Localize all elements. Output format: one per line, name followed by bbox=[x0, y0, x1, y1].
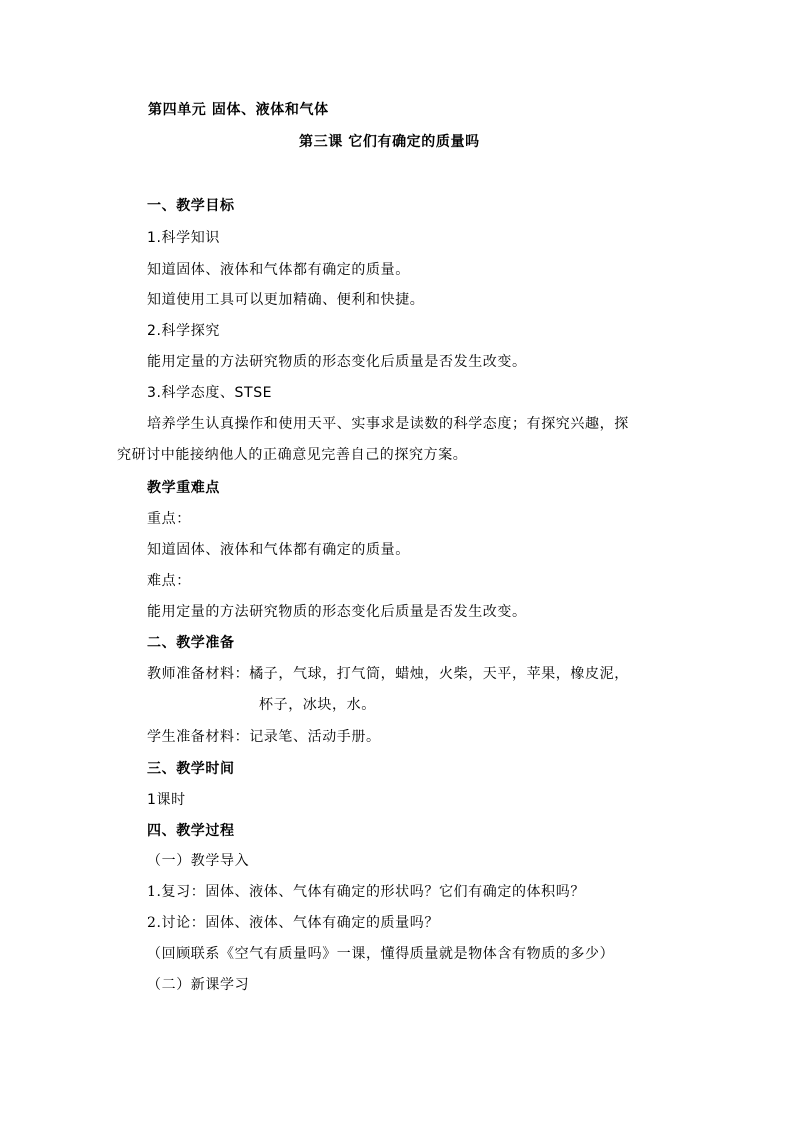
goal2-line1: 能用定量的方法研究物质的形态变化后质量是否发生改变。 bbox=[147, 354, 527, 370]
goal3-heading: 3.科学态度、STSE bbox=[147, 385, 273, 401]
teacher-prep-line1: 教师准备材料：橘子，气球，打气筒，蜡烛，火柴，天平，苹果，橡皮泥， bbox=[147, 666, 629, 682]
goal2-heading: 2.科学探究 bbox=[147, 323, 220, 339]
key-label: 重点： bbox=[147, 511, 191, 527]
goal1-heading: 1.科学知识 bbox=[147, 230, 220, 246]
goal1-line1: 知道固体、液体和气体都有确定的质量。 bbox=[147, 262, 410, 278]
time-text: 1课时 bbox=[147, 792, 186, 808]
goal3-line1: 培养学生认真操作和使用天平、实事求是读数的科学态度；有探究兴趣，探 bbox=[147, 416, 629, 432]
unit-title: 第四单元 固体、液体和气体 bbox=[148, 102, 329, 118]
student-prep: 学生准备材料：记录笔、活动手册。 bbox=[147, 729, 381, 745]
new-heading: （二）新课学习 bbox=[147, 977, 250, 993]
focus-heading: 教学重难点 bbox=[147, 480, 220, 496]
lesson-title: 第三课 它们有确定的质量吗 bbox=[299, 134, 480, 150]
intro-line3: （回顾联系《空气有质量吗》一课，懂得质量就是物体含有物质的多少） bbox=[147, 946, 615, 962]
process-heading: 四、教学过程 bbox=[147, 823, 235, 839]
prep-heading: 二、教学准备 bbox=[147, 635, 235, 651]
intro-heading: （一）教学导入 bbox=[147, 853, 250, 869]
goal3-line2: 究研讨中能接纳他人的正确意见完善自己的探究方案。 bbox=[117, 447, 468, 463]
teacher-prep-line2: 杯子，冰块，水。 bbox=[259, 697, 376, 713]
key-text: 知道固体、液体和气体都有确定的质量。 bbox=[147, 542, 410, 558]
goal1-line2: 知道使用工具可以更加精确、便利和快捷。 bbox=[147, 292, 425, 308]
time-heading: 三、教学时间 bbox=[147, 761, 235, 777]
difficult-text: 能用定量的方法研究物质的形态变化后质量是否发生改变。 bbox=[147, 604, 527, 620]
intro-line1: 1.复习：固体、液体、气体有确定的形状吗？它们有确定的体积吗？ bbox=[147, 884, 585, 900]
goals-heading: 一、教学目标 bbox=[147, 198, 235, 214]
intro-line2: 2.讨论：固体、液体、气体有确定的质量吗？ bbox=[147, 915, 439, 931]
difficult-label: 难点： bbox=[147, 573, 191, 589]
